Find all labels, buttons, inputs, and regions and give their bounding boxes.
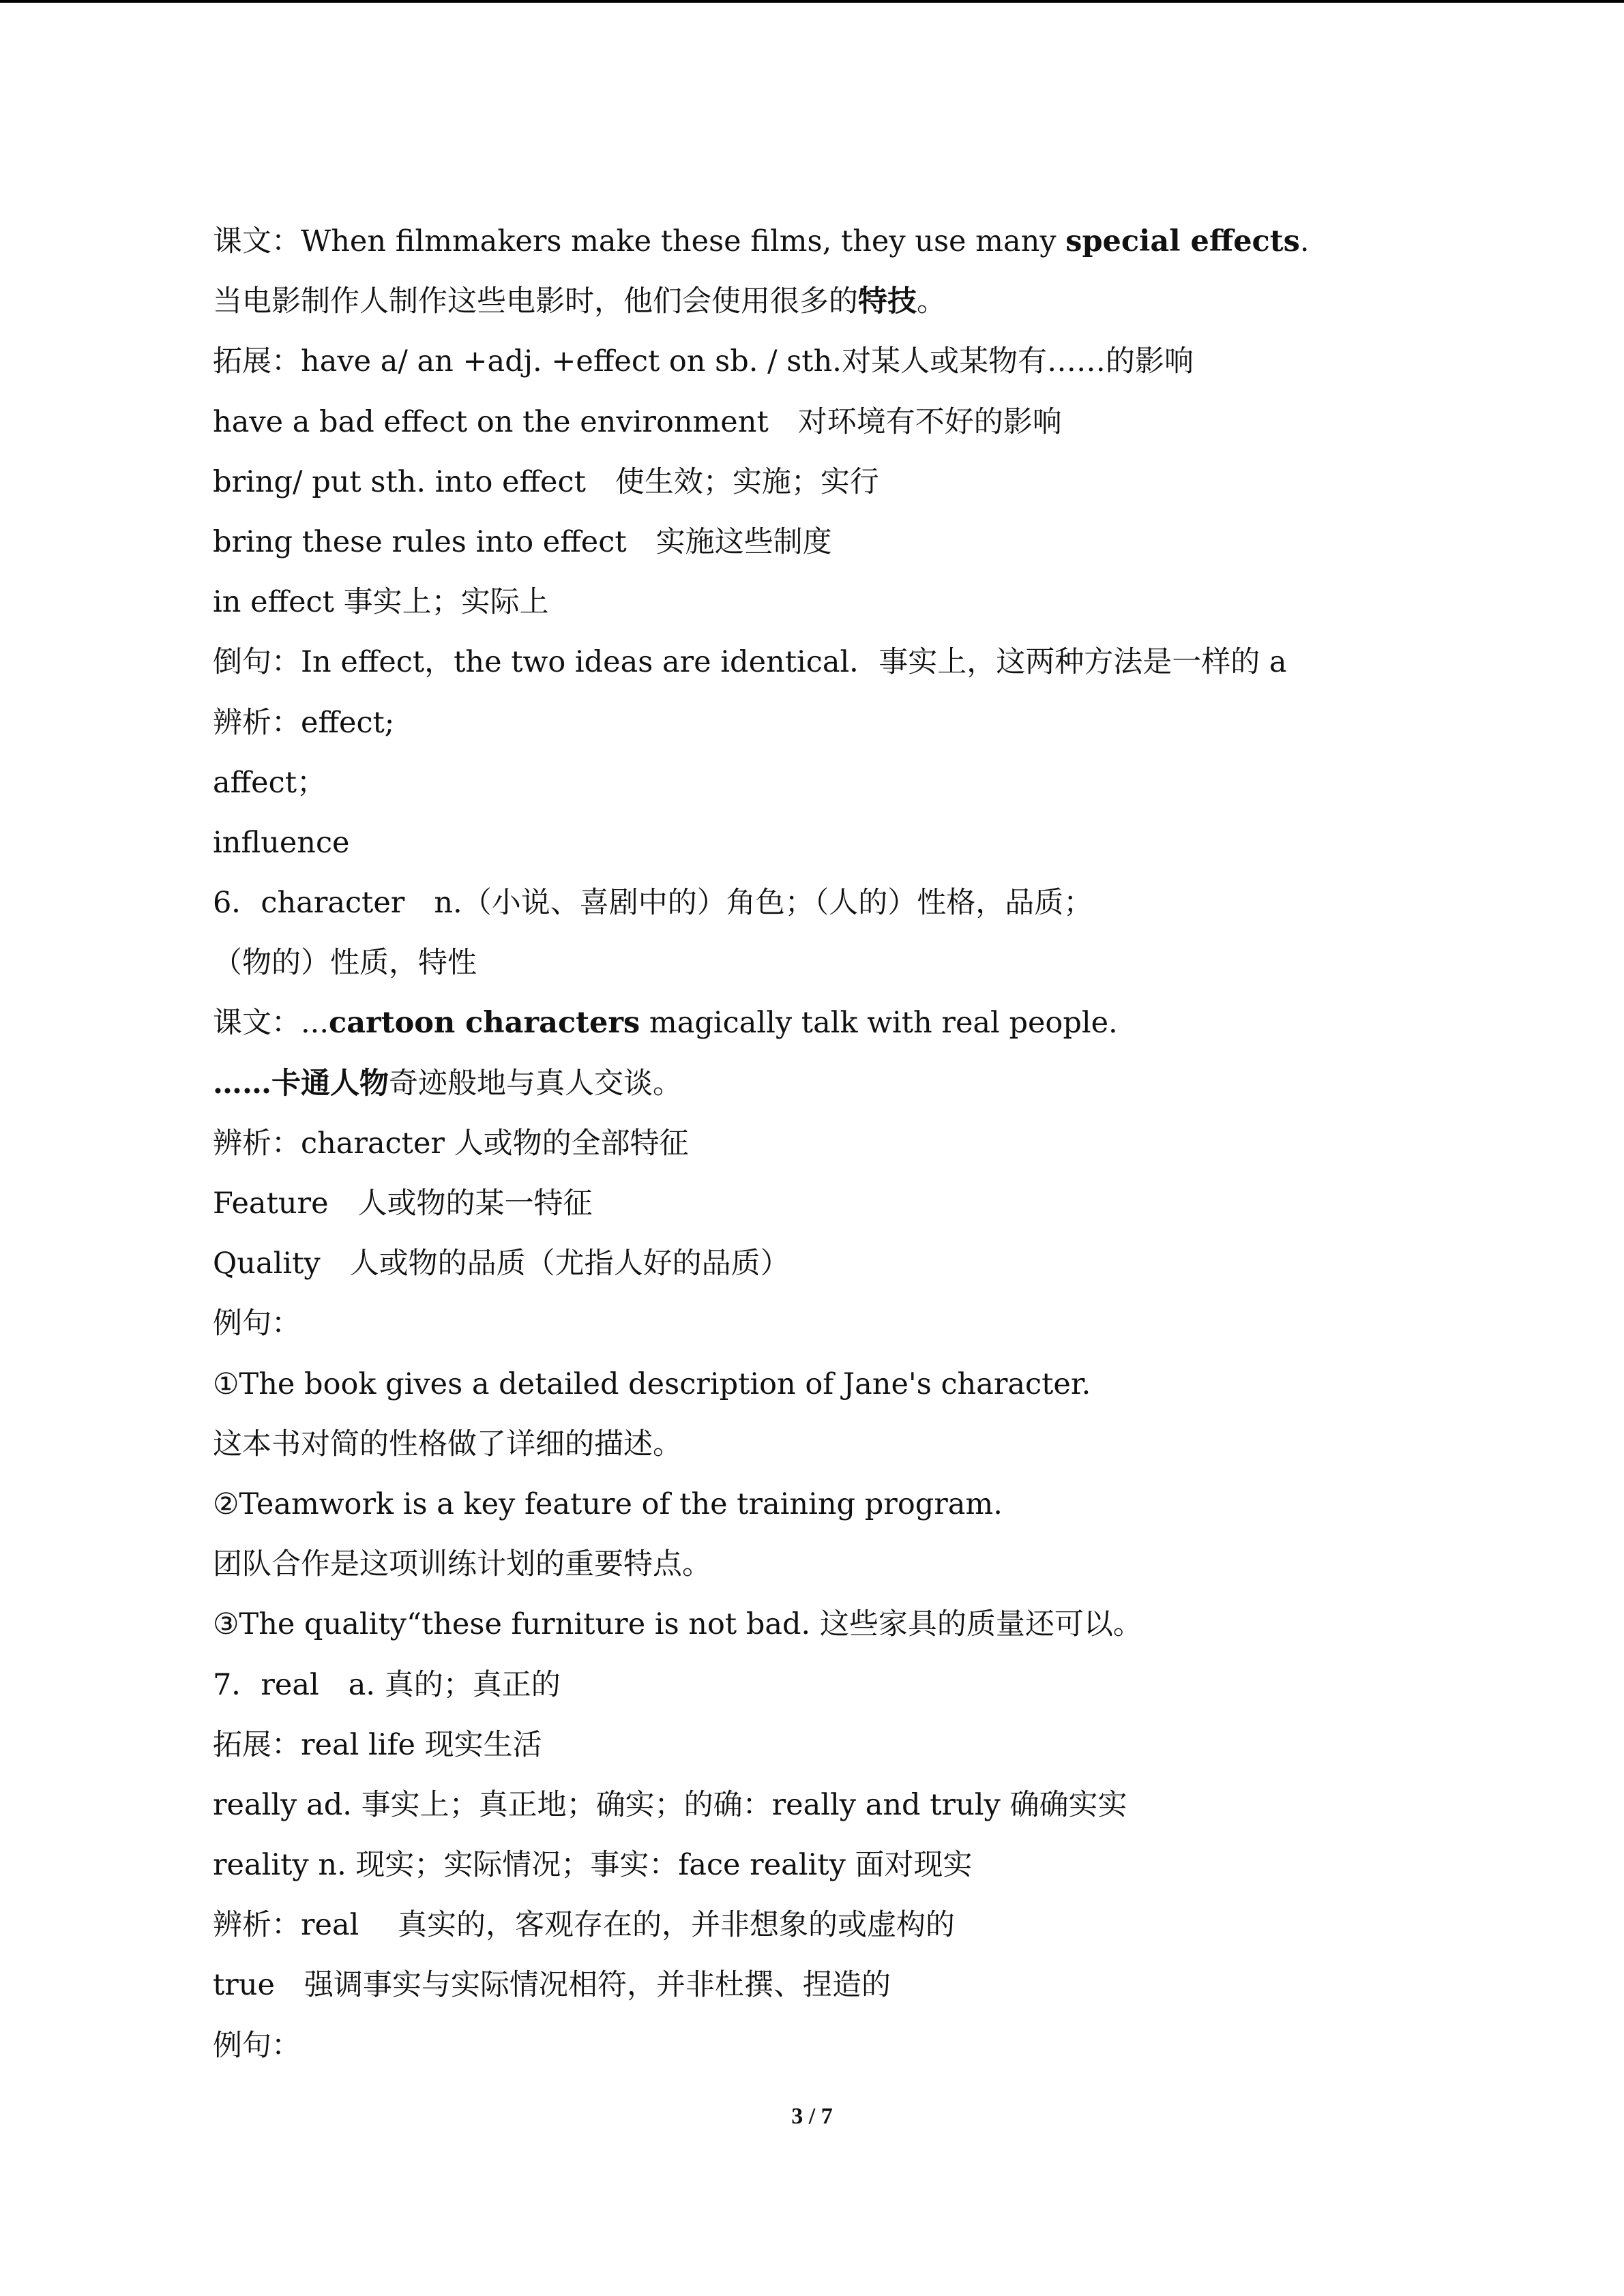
line-text: in effect 事实上；实际上 (213, 585, 549, 620)
line-text: 。 (917, 284, 946, 319)
line-text: 课文：... (213, 1006, 329, 1041)
line-text: true 强调事实与实际情况相符，并非杜撰、捏造的 (213, 1968, 891, 2003)
top-border-line (0, 0, 1624, 3)
text-line (213, 1895, 1509, 1955)
line-text: 例句： (213, 1307, 301, 1341)
line-text: really ad. 事实上；真正地；确实；的确：really and truly 确确实实 (213, 1787, 1127, 1822)
line-text: magically talk with real people. (640, 1006, 1118, 1041)
line-text: ①The book gives a detailed description of Jane's character. (213, 1367, 1091, 1401)
text-line (213, 1414, 1509, 1474)
line-text: 当电影制作人制作这些电影时，他们会使用很多的 (213, 284, 858, 319)
bold-term: cartoon characters (329, 1006, 640, 1041)
text-line (213, 1474, 1509, 1534)
bold-term: 特技 (858, 284, 917, 319)
text-line (213, 572, 1509, 632)
line-text: 拓展：have a/ an +adj. +effect on sb. / sth.对某人或某物有……的影响 (213, 344, 1194, 379)
line-text: 奇迹般地与真人交谈。 (389, 1066, 682, 1101)
line-text: 辨析：character 人或物的全部特征 (213, 1126, 689, 1161)
text-line (213, 1054, 1509, 1114)
text-line (213, 813, 1509, 873)
text-line (213, 993, 1509, 1053)
line-text: bring/ put sth. into effect 使生效；实施；实行 (213, 464, 879, 499)
line-text: 辨析：real 真实的，客观存在的，并非想象的或虚构的 (213, 1908, 956, 1943)
line-text: 团队合作是这项训练计划的重要特点。 (213, 1547, 711, 1582)
line-text: Feature 人或物的某一特征 (213, 1187, 593, 1221)
text-line (213, 1114, 1509, 1174)
text-line (213, 693, 1509, 753)
line-text: （物的）性质，特性 (213, 946, 477, 981)
line-text: reality n. 现实；实际情况；事实：face reality 面对现实 (213, 1848, 973, 1883)
text-line (213, 933, 1509, 993)
text-line (213, 1594, 1509, 1654)
line-text: 例句： (213, 2028, 301, 2063)
line-text: bring these rules into effect 实施这些制度 (213, 524, 832, 559)
text-line (213, 1174, 1509, 1234)
text-line (213, 1234, 1509, 1294)
text-line (213, 1775, 1509, 1835)
text-line (213, 271, 1509, 331)
line-text: 6．character n.（小说、喜剧中的）角色；（人的）性格，品质； (213, 886, 1093, 921)
line-text: 辨析：effect; (213, 705, 395, 740)
text-line (213, 2016, 1509, 2076)
line-text: 这本书对简的性格做了详细的描述。 (213, 1427, 682, 1461)
text-line (213, 452, 1509, 512)
line-text: ②Teamwork is a key feature of the training program. (213, 1487, 1003, 1521)
page-number: 3 / 7 (791, 2104, 833, 2129)
line-text: 倒句：In effect，the two ideas are identical．事实上，这两种方法是一样的 a (213, 645, 1287, 680)
line-text: . (1299, 224, 1310, 258)
text-line (213, 211, 1509, 271)
line-text: influence (213, 825, 350, 860)
text-line (213, 392, 1509, 452)
line-text: 课文：When filmmakers make these films, they use many (213, 224, 1066, 258)
text-line (213, 753, 1509, 813)
text-line (213, 331, 1509, 391)
bold-term: special effects (1065, 224, 1300, 258)
text-line (213, 1715, 1509, 1775)
text-line (213, 1655, 1509, 1715)
line-text: have a bad effect on the environment 对环境有不好的影响 (213, 404, 1062, 439)
line-text: ③The quality“these furniture is not bad. 这些家具的质量还可以。 (213, 1607, 1142, 1642)
text-line (213, 1534, 1509, 1594)
text-line (213, 1294, 1509, 1354)
document-body (213, 211, 1509, 2076)
text-line (213, 1955, 1509, 2015)
bold-term: ……卡通人物 (213, 1066, 389, 1101)
line-text: 7．real a. 真的；真正的 (213, 1667, 561, 1702)
text-line (213, 632, 1509, 692)
text-line (213, 512, 1509, 572)
text-line (213, 1835, 1509, 1895)
text-line (213, 873, 1509, 933)
line-text: 拓展：real life 现实生活 (213, 1727, 542, 1762)
line-text: affect； (213, 765, 326, 800)
text-line (213, 1354, 1509, 1414)
line-text: Quality 人或物的品质（尤指人好的品质） (213, 1247, 790, 1281)
